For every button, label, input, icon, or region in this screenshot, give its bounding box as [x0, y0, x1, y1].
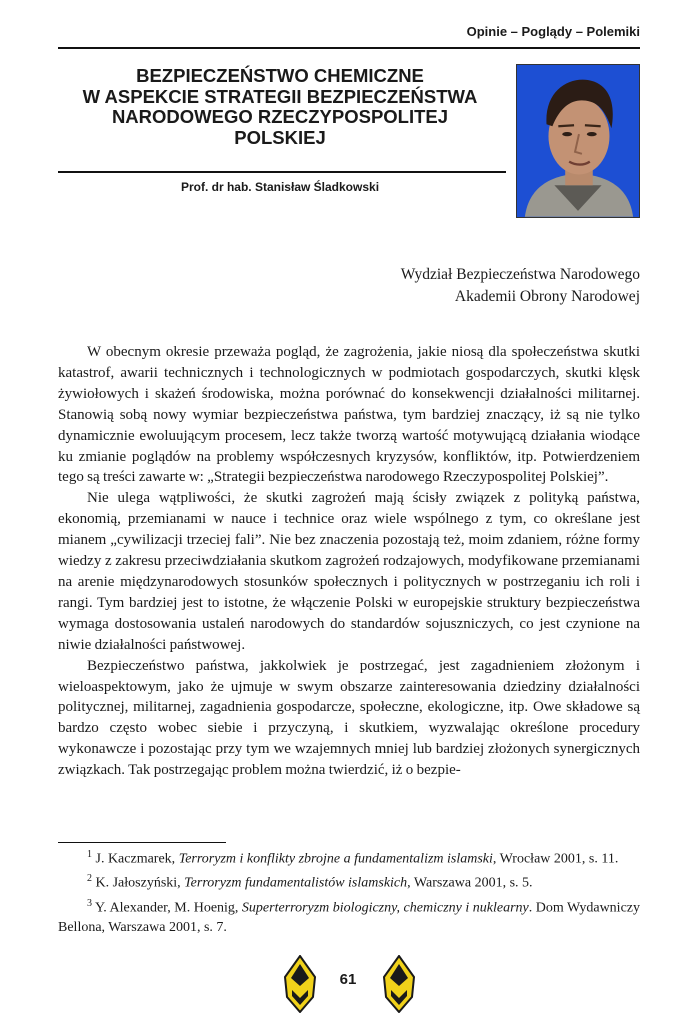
footnote-title: Terroryzm i konflikty zbrojne a fundamentalizm islamski [178, 851, 493, 867]
footnote-authors: Y. Alexander, M. Hoenig, [92, 900, 242, 916]
footnote-source: . Dom Wydawniczy Bellona, Warszawa 2001, s. 7. [58, 900, 640, 936]
footnote-rule [58, 842, 226, 843]
footnote-number: 2 [87, 873, 92, 885]
footnote-source: , Wrocław 2001, s. 11. [492, 851, 619, 867]
footnote-source: , Warszawa 2001, s. 5. [407, 876, 533, 892]
footnote [58, 869, 640, 893]
footnote [58, 845, 640, 869]
military-emblem-icon [283, 955, 317, 1013]
section-header: Opinie – Poglądy – Polemiki [466, 24, 640, 39]
body-paragraph: Bezpieczeństwo państwa, jakkolwiek je postrzegać, jest zagadnieniem złożonym i wieloaspektowym, jako że ujmuje w swym obszarze zainteresowania dziedziny działalności politycznej, militarnej, zagadnienia gospodarcze, społeczne, ekologiczne, itp. Owe składowe są bardzo często wobec siebie i przyczyną, i skutkiem, wyzwalając określone procedury wykonawcze i pozostając przy tym we wzajemnych mniej lub bardziej złożonych synergicznych związkach. Tak postrzegając problem można twierdzić, iż o bezpie- [58, 657, 640, 779]
footnote [58, 894, 640, 938]
article-body [58, 342, 640, 781]
affiliation [401, 264, 640, 308]
footnote-title: Superterroryzm biologiczny, chemiczny i nuklearny [241, 900, 529, 916]
footnote-authors: J. Kaczmarek, [92, 851, 179, 867]
affiliation-line: Akademii Obrony Narodowej [454, 288, 640, 305]
body-paragraph: Nie ulega wątpliwości, że skutki zagrożeń mają ścisły związek z polityką państwa, ekonomią, przemianami w nauce i technice oraz wiele wspólnego z tym, co określane jest mianem „cywilizacji trzeciej fali”. Nie bez znaczenia pozostają też, moim zdaniem, różne formy wiedzy z zakresu przeciwdziałania skutkom zagrożeń rodzajowych, modyfikowane przemianami na arenie międzynarodowych stosunków społecznych i politycznych w postrzeganiu ich roli i rangi. Tym bardziej jest to istotne, że włączenie Polski w europejskie struktury bezpieczeństwa wymaga dostosowania ustaleń narodowych do standardów sojuszniczych, co jest czynione na niwie działalności państwowej. [58, 490, 640, 653]
title-line: NARODOWEGO RZECZYPOSPOLITEJ [111, 106, 449, 127]
footnotes [58, 845, 640, 938]
header-rule [58, 47, 640, 49]
body-paragraph: W obecnym okresie przeważa pogląd, że zagrożenia, jakie niosą dla społeczeństwa skutki katastrof, awarii technicznych i technologicznych w podmiotach gospodarczych, skutki klęsk żywiołowych i skażeń środowiska, można porównać do konsekwencji działalności militarnej. Stanowią sobą nowy wymiar bezpieczeństwa państwa, tym bardziej znaczący, iż są nie tylko dynamicznie ewoluującym procesem, lecz także tworzą wartość motywującą działania wiodące ku zmianie poglądów na problemy współczesnych kryzysów, konfliktów, itp. Potwierdzeniem tego są treści zawarte w: „Strategii bezpieczeństwa narodowego Rzeczypospolitej Polskiej”. [58, 344, 640, 486]
footnote-number: 1 [87, 849, 92, 860]
title-line: W ASPEKCIE STRATEGII BEZPIECZEŃSTWA [82, 85, 478, 107]
author-photo [516, 64, 640, 218]
footnote-authors: K. Jałoszyński, [92, 876, 185, 892]
article-title [58, 66, 502, 148]
portrait-illustration [517, 65, 639, 217]
affiliation-line: Wydział Bezpieczeństwa Narodowego [400, 266, 640, 283]
military-emblem-icon [382, 955, 416, 1013]
footnote-number: 3 [87, 897, 92, 909]
page-number: 61 [339, 971, 357, 988]
author-name: Prof. dr hab. Stanisław Śladkowski [180, 180, 380, 194]
footnote-title: Terroryzm fundamentalistów islamskich [184, 876, 408, 892]
title-rule [58, 171, 506, 173]
title-line: POLSKIEJ [234, 126, 326, 148]
title-line: BEZPIECZEŃSTWO CHEMICZNE [136, 65, 424, 86]
